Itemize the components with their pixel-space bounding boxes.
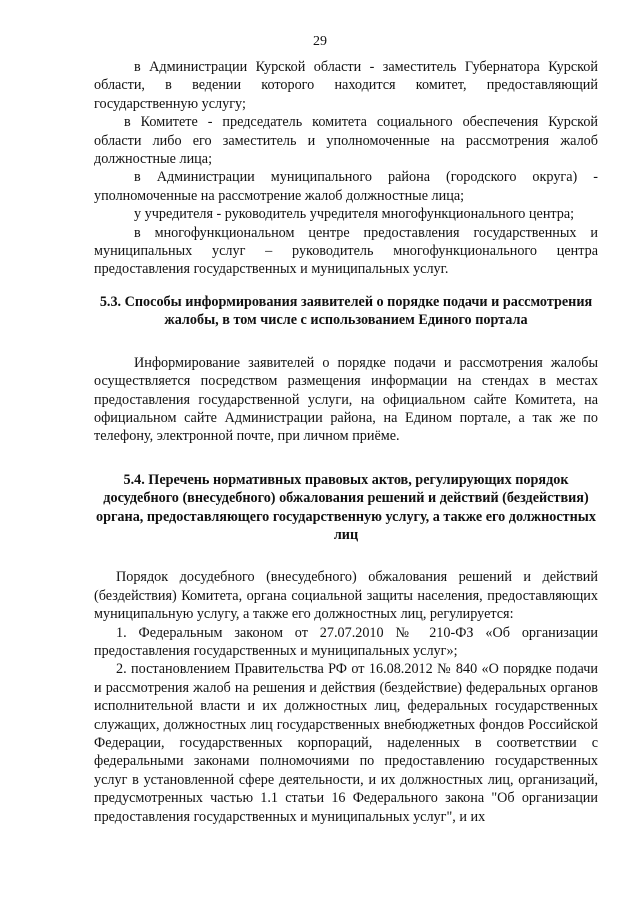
page-number: 29: [313, 34, 327, 49]
list-item: 2. постановлением Правительства РФ от 16.08.2012 № 840 «О порядке подачи и рассмотрения жалоб на решения и действия (бездействие) федеральных органов исполнительной власти и их должностных лиц, федеральных государственных служащих, должностных лиц государственных внебюджетных фондов Российской Федерации, государственных корпораций, наделенных в соответствии с федеральными законами полномочиями по предоставлению государственных услуг в установленной сфере деятельности, и их должностных лиц, организаций, предусмотренных частью 1.1 статьи 16 Федерального закона "Об организации предоставления государственных и муниципальных услуг", и их: [94, 661, 598, 825]
list-item: в Комитете - председатель комитета социального обеспечения Курской области либо его заместитель и уполномоченные на рассмотрения жалоб должностные лица;: [94, 114, 598, 168]
list-item: у учредителя - руководитель учредителя многофункционального центра;: [134, 206, 575, 223]
document-body: [94, 58, 598, 826]
list-item: в многофункциональном центре предоставления государственных и муниципальных услуг – руководитель многофункционального центра предоставления государственных и муниципальных услуг.: [94, 224, 598, 278]
paragraph: Порядок досудебного (внесудебного) обжалования решений и действий (бездействия) Комитета, органа социальной защиты населения, предоставляющих муниципальную услугу, а также его должностных лиц, регулируется:: [94, 569, 598, 623]
section-heading: 5.4. Перечень нормативных правовых актов, регулирующих порядок досудебного (внесудебного) обжалования решений и действий (бездействия) органа, предоставляющего государственную услугу, а также его должностных лиц: [96, 471, 596, 543]
section-heading: 5.3. Способы информирования заявителей о порядке подачи и рассмотрения жалобы, в том числе с использованием Единого портала: [99, 293, 593, 329]
list-item: в Администрации муниципального района (городского округа) - уполномоченные на рассмотрение жалоб должностные лица;: [94, 169, 598, 204]
paragraph: Информирование заявителей о порядке подачи и рассмотрения жалобы осуществляется посредством размещения информации на стендах в местах предоставления государственной услуги, на официальном сайте Комитета, на официальном сайте Администрации района, на Едином портале, а так же по телефону, электронной почте, при личном приёме.: [94, 354, 598, 445]
list-item: в Администрации Курской области - заместитель Губернатора Курской области, в ведении которого находится комитет, предоставляющий государственную услугу;: [94, 59, 598, 112]
list-item: 1. Федеральным законом от 27.07.2010 № 210-ФЗ «Об организации предоставления государственных и муниципальных услуг»;: [94, 624, 598, 659]
